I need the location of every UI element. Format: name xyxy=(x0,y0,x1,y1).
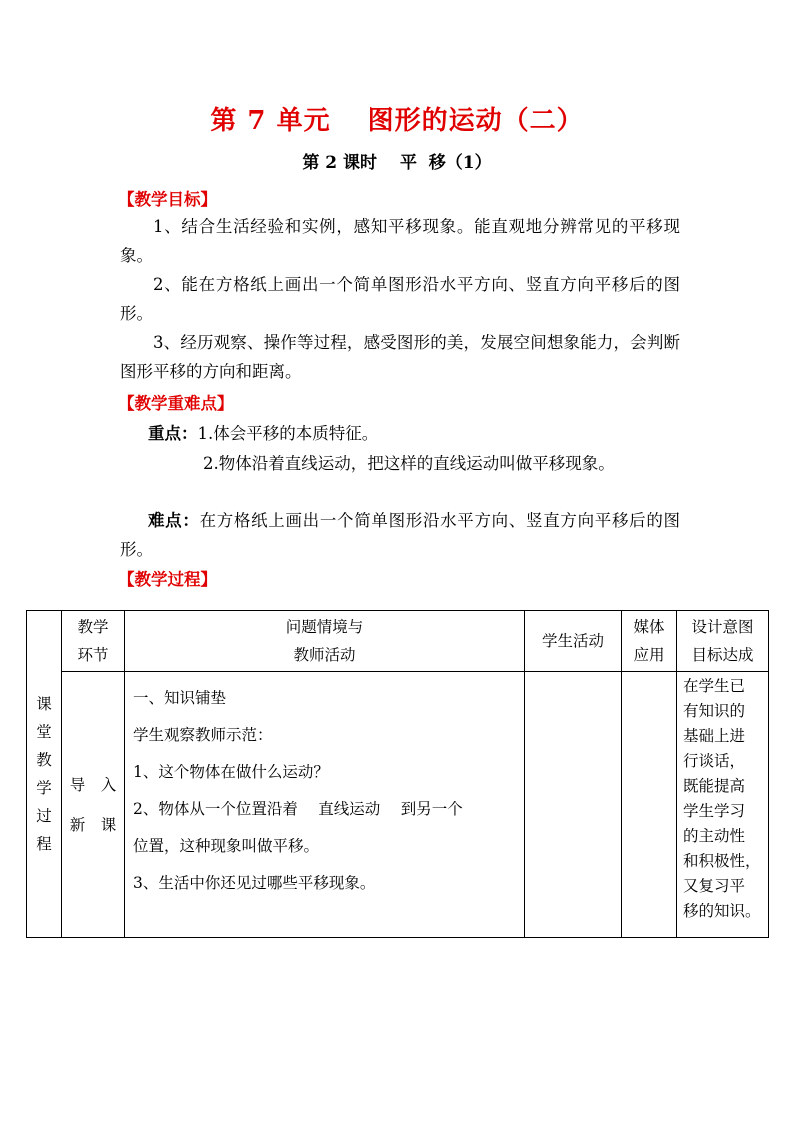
header-student-activity: 学生活动 xyxy=(525,611,622,672)
unit-title: 第 7 单元 图形的运动（二） xyxy=(210,106,584,136)
teacher-activity-cell xyxy=(125,672,525,938)
stage-cell xyxy=(62,672,125,938)
side-char: 过 xyxy=(36,807,52,825)
content-line: 1、这个物体在做什么运动？ xyxy=(133,763,329,781)
header-media: 媒体 应用 xyxy=(622,611,677,672)
content-line: 一、知识铺垫 xyxy=(133,689,227,707)
content-line: 2、物体从一个位置沿着 直线运动 到另一个 xyxy=(133,800,463,818)
design-intent-cell: 在学生已 有知识的 基础上进 行谈话， 既能提高 学生学习 的主动性 和积极性， 又复习平 移的知识。 xyxy=(677,672,769,938)
content-line: 学生观察教师示范： xyxy=(133,726,273,744)
side-char: 课 xyxy=(36,695,52,713)
objectives-heading: 【教学目标】 xyxy=(118,190,217,209)
process-table xyxy=(26,610,769,938)
header-teacher-activity: 问题情境与 教师活动 xyxy=(125,611,525,672)
content-line: 3、生活中你还见过哪些平移现象。 xyxy=(133,874,376,892)
difficult-point xyxy=(120,506,680,564)
header-stage: 教学 环节 xyxy=(62,611,125,672)
side-char: 学 xyxy=(36,779,52,797)
key-points-heading: 【教学重难点】 xyxy=(118,394,234,413)
objective-3: 3、经历观察、操作等过程，感受图形的美，发展空间想象能力，会判断图形平移的方向和距离。 xyxy=(120,333,680,381)
header-design-intent: 设计意图 目标达成 xyxy=(677,611,769,672)
difficult-point-text: 在方格纸上画出一个简单图形沿水平方向、竖直方向平移后的图形。 xyxy=(120,511,681,559)
side-label-cell xyxy=(27,611,62,938)
stage-line: 新 课 xyxy=(69,815,117,834)
student-activity-cell xyxy=(525,672,622,938)
key-point-2: 2.物体沿着直线运动，把这样的直线运动叫做平移现象。 xyxy=(203,454,615,473)
key-point-1 xyxy=(148,420,378,444)
side-char: 程 xyxy=(36,835,52,853)
stage-line: 导 入 xyxy=(69,775,117,794)
key-point-label: 重点： xyxy=(148,424,198,443)
objective-2: 2、能在方格纸上画出一个简单图形沿水平方向、竖直方向平移后的图形。 xyxy=(120,275,680,323)
table-header-row xyxy=(27,611,769,672)
difficult-point-label: 难点： xyxy=(148,511,200,530)
key-point-1-text: 1.体会平移的本质特征。 xyxy=(197,424,379,443)
lesson-subtitle: 第 2 课时 平 移（1） xyxy=(302,153,492,173)
table-row xyxy=(27,672,769,938)
objective-1: 1、结合生活经验和实例，感知平移现象。能直观地分辨常见的平移现象。 xyxy=(120,217,680,265)
content-line: 位置，这种现象叫做平移。 xyxy=(133,837,320,855)
side-char: 堂 xyxy=(36,723,52,741)
side-char: 教 xyxy=(36,751,52,769)
process-heading: 【教学过程】 xyxy=(118,570,217,589)
media-cell xyxy=(622,672,677,938)
